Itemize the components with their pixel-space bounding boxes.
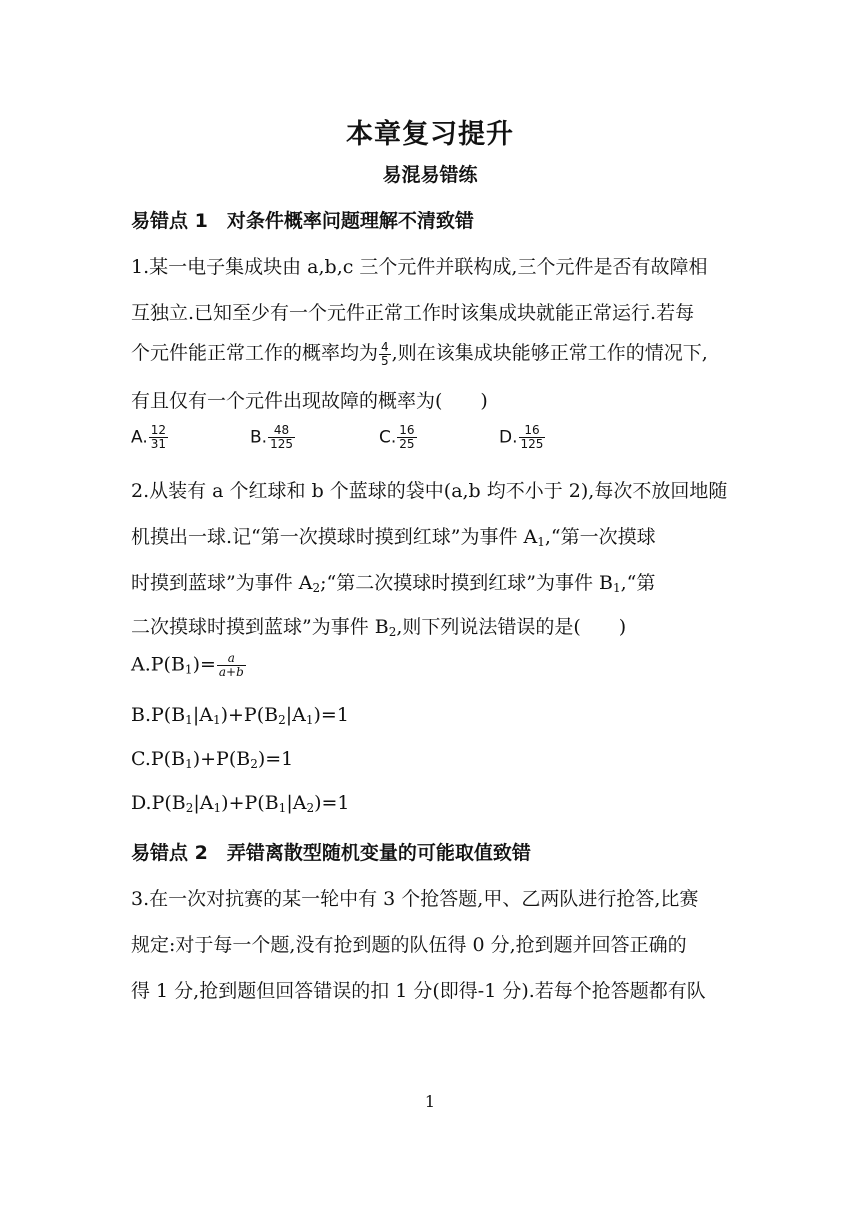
- q2-option-d: $D.P(B_2|A_1)+P(B_1|A_2)=1$: [131, 792, 350, 815]
- q1-option-b: B. $\frac{48}{125}$: [250, 423, 293, 451]
- q1-line-4: 有且仅有一个元件出现故障的概率为( ): [131, 390, 488, 412]
- page-number: 1: [424, 1092, 436, 1111]
- q2-line-4: 二次摸球时摸到蓝球”为事件 $B_2$,则下列说法错误的是( ): [131, 616, 627, 639]
- q1-line-2: 互独立.已知至少有一个元件正常工作时该集成块就能正常运行.若每: [131, 302, 695, 324]
- section-heading-1: [131, 206, 474, 233]
- q1-line-3: [131, 338, 708, 368]
- q2-option-b: $B.P(B_1|A_1)+P(B_2|A_1)=1$: [131, 704, 349, 727]
- q3-line-3: 得 1 分,抢到题但回答错误的扣 1 分(即得-1 分).若每个抢答题都有队: [131, 980, 706, 1002]
- q3-line-2: 规定:对于每一个题,没有抢到题的队伍得 0 分,抢到题并回答正确的: [131, 934, 687, 956]
- q1-line-1: 1.某一电子集成块由 a,b,c 三个元件并联构成,三个元件是否有故障相: [131, 256, 708, 278]
- fraction-a-over-a-plus-b: $\frac{a}{a+b}$: [218, 651, 244, 679]
- section-text: 对条件概率问题理解不清致错: [226, 210, 474, 232]
- section-heading-2: [131, 838, 531, 865]
- page-title: 本章复习提升: [346, 119, 514, 150]
- q2-line-2: 机摸出一球.记“第一次摸球时摸到红球”为事件 $A_1,“$第一次摸球: [131, 526, 656, 549]
- q2-option-a: $A.P(B_1)=$ $\frac{a}{a+b}$: [131, 651, 244, 679]
- section-text: 弄错离散型随机变量的可能取值致错: [226, 842, 531, 864]
- q2-line-1: 2.从装有 a 个红球和 b 个蓝球的袋中(a,b 均不小于 2),每次不放回地随: [131, 480, 728, 502]
- q2-option-c: $C.P(B_1)+P(B_2)=1$: [131, 748, 294, 771]
- q2-line-3: 时摸到蓝球”为事件 $A_2;“$第二次摸球时摸到红球”为事件 $B_1,“$第: [131, 572, 656, 595]
- q1-option-d: D. $\frac{16}{125}$: [499, 423, 544, 451]
- q1-option-c: C. $\frac{16}{25}$: [379, 423, 415, 451]
- section-label: 易错点 2: [131, 842, 208, 864]
- q1-line-3-post: ,则在该集成块能够正常工作的情况下,: [391, 342, 708, 364]
- section-label: 易错点 1: [131, 210, 208, 232]
- q1-option-a: A. $\frac{12}{31}$: [131, 423, 167, 451]
- q1-line-3-pre: 个元件能正常工作的概率均为: [131, 342, 379, 364]
- fraction-four-fifths: $\frac{4}{5}$: [381, 339, 389, 368]
- q3-line-1: 3.在一次对抗赛的某一轮中有 3 个抢答题,甲、乙两队进行抢答,比赛: [131, 888, 699, 910]
- page-subtitle: 易混易错练: [382, 164, 478, 186]
